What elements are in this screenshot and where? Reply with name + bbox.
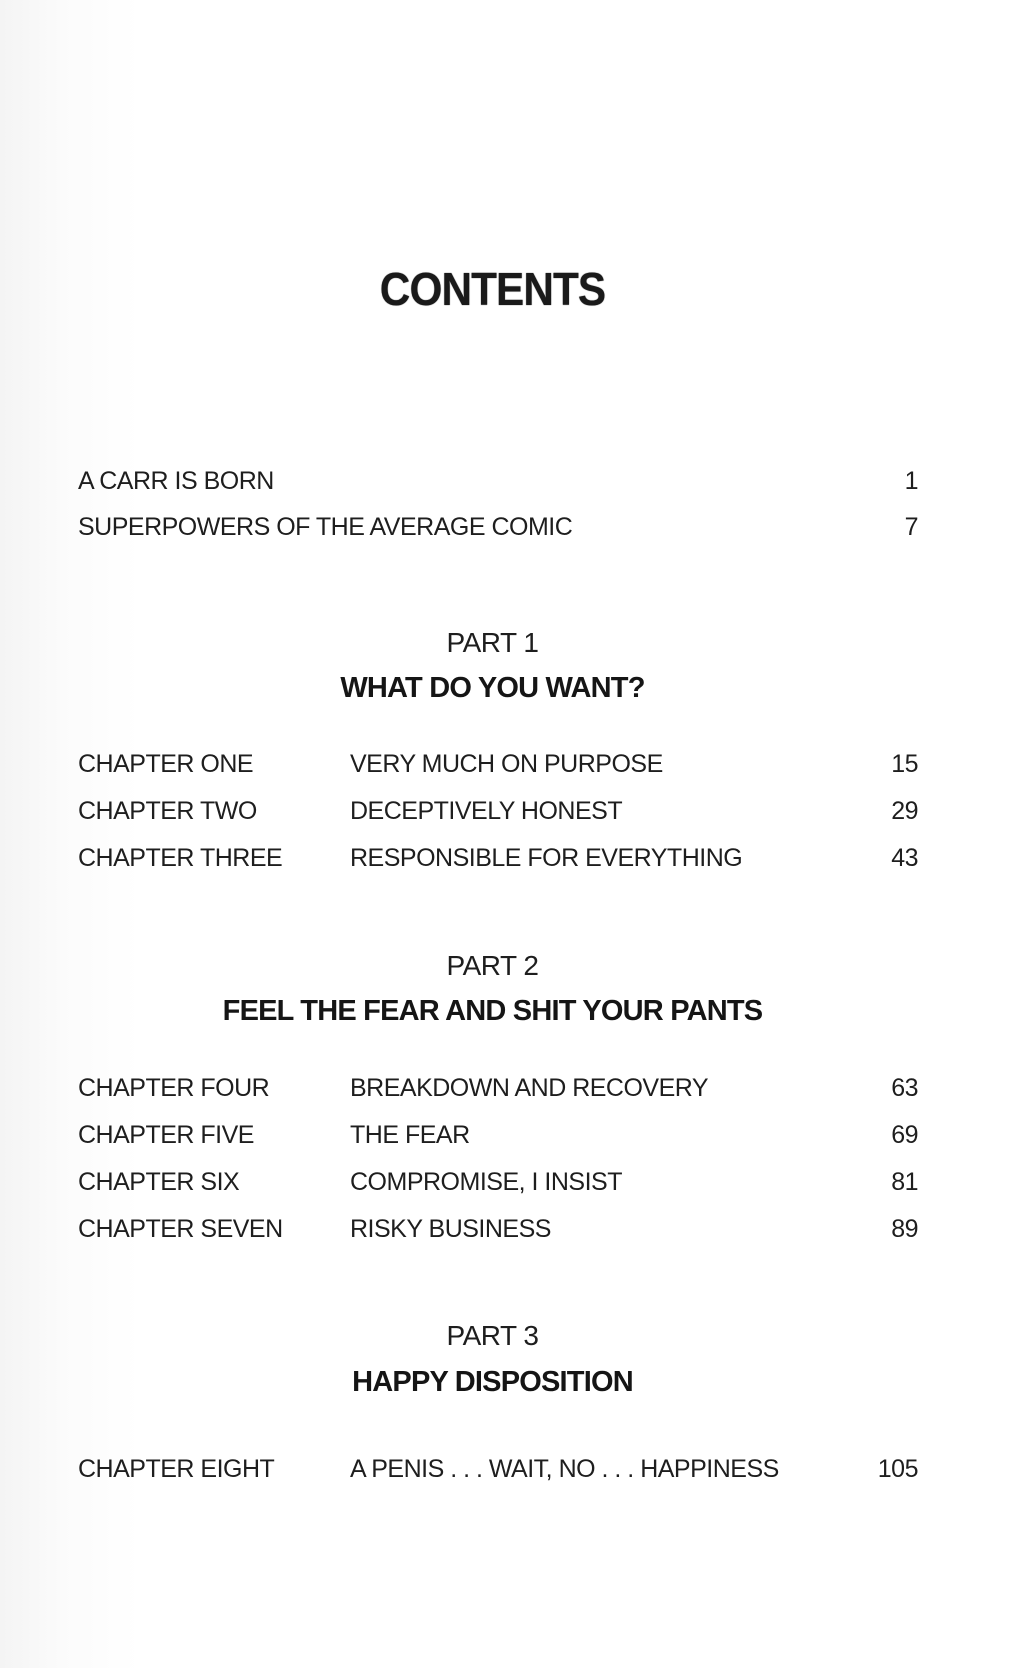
chapter-page: 81 (891, 1168, 918, 1196)
chapter-number: CHAPTER ONE (78, 750, 254, 778)
part-label: PART 3 (446, 1320, 539, 1351)
chapter-number: CHAPTER SEVEN (78, 1215, 283, 1243)
chapter-title: BREAKDOWN AND RECOVERY (350, 1074, 709, 1102)
entry-title: A CARR IS BORN (78, 467, 274, 495)
part-label: PART 2 (446, 950, 539, 981)
chapter-number: CHAPTER SIX (78, 1168, 240, 1196)
chapter-number: CHAPTER THREE (78, 844, 283, 872)
chapter-number: CHAPTER FIVE (78, 1121, 254, 1149)
chapter-page: 69 (891, 1121, 918, 1149)
chapter-title: DECEPTIVELY HONEST (350, 797, 623, 825)
chapter-page: 29 (891, 797, 918, 825)
chapter-number: CHAPTER EIGHT (78, 1455, 275, 1483)
toc-entry[interactable] (78, 467, 918, 501)
page-title: CONTENTS (379, 263, 606, 315)
part-title: WHAT DO YOU WANT? (340, 672, 645, 704)
toc-entry[interactable] (78, 513, 918, 547)
toc-entry[interactable] (78, 1168, 918, 1202)
entry-page: 7 (904, 513, 918, 541)
toc-entry[interactable] (78, 1455, 918, 1489)
chapter-title: RESPONSIBLE FOR EVERYTHING (350, 844, 743, 872)
toc-entry[interactable] (78, 750, 918, 784)
chapter-title: THE FEAR (350, 1121, 470, 1149)
entry-page: 1 (904, 467, 918, 495)
chapter-page: 89 (891, 1215, 918, 1243)
chapter-number: CHAPTER TWO (78, 797, 257, 825)
toc-entry[interactable] (78, 797, 918, 831)
part-title: HAPPY DISPOSITION (352, 1366, 633, 1398)
chapter-title: VERY MUCH ON PURPOSE (350, 750, 663, 778)
part-label: PART 1 (446, 627, 539, 658)
chapter-title: RISKY BUSINESS (350, 1215, 551, 1243)
toc-entry[interactable] (78, 1215, 918, 1249)
entry-title: SUPERPOWERS OF THE AVERAGE COMIC (78, 513, 573, 541)
toc-entry[interactable] (78, 1121, 918, 1155)
chapter-title: A PENIS . . . WAIT, NO . . . HAPPINESS (350, 1455, 779, 1483)
chapter-page: 43 (891, 844, 918, 872)
chapter-page: 63 (891, 1074, 918, 1102)
chapter-page: 15 (891, 750, 918, 778)
chapter-number: CHAPTER FOUR (78, 1074, 270, 1102)
toc-entry[interactable] (78, 1074, 918, 1108)
toc-entry[interactable] (78, 844, 918, 878)
chapter-title: COMPROMISE, I INSIST (350, 1168, 622, 1196)
chapter-page: 105 (877, 1455, 918, 1483)
part-title: FEEL THE FEAR AND SHIT YOUR PANTS (222, 995, 763, 1027)
